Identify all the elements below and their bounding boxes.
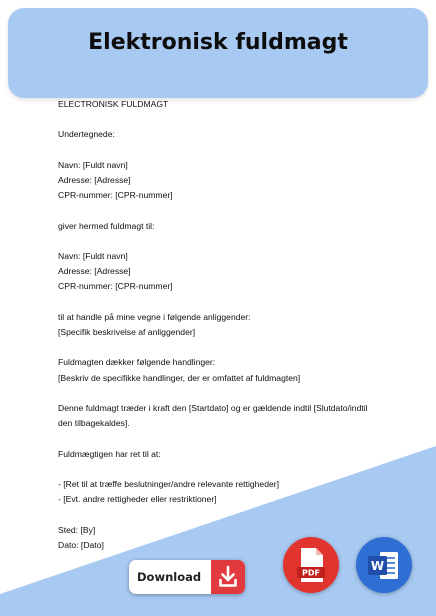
page-header <box>8 8 428 98</box>
word-download-button[interactable] <box>356 537 412 593</box>
word-file-icon <box>356 537 412 593</box>
download-icon <box>211 560 245 594</box>
document-line: Adresse: [Adresse] <box>58 174 131 185</box>
document-line: Fuldmægtigen har ret til at: <box>58 448 161 459</box>
document-line: Dato: [Dato] <box>58 539 104 550</box>
download-label: Download <box>137 570 202 584</box>
document-line: giver hermed fuldmagt til: <box>58 220 155 231</box>
document-line: Undertegnede: <box>58 129 115 140</box>
document-body <box>58 97 378 568</box>
document-line: - [Evt. andre rettigheder eller restriktioner] <box>58 494 217 505</box>
document-line: Navn: [Fuldt navn] <box>58 250 128 261</box>
document-paragraph <box>58 219 378 234</box>
document-line: Navn: [Fuldt navn] <box>58 159 128 170</box>
download-button[interactable] <box>129 560 245 594</box>
pdf-file-icon <box>283 537 339 593</box>
document-line: [Beskriv de specifikke handlinger, der er omfattet af fuldmagten] <box>58 372 301 383</box>
document-line: CPR-nummer: [CPR-nummer] <box>58 281 173 292</box>
document-line: Adresse: [Adresse] <box>58 266 131 277</box>
document-paragraph <box>58 477 378 507</box>
document-paragraph <box>58 447 378 462</box>
document-line: til at handle på mine vegne i følgende anliggender: <box>58 311 251 322</box>
document-line: CPR-nummer: [CPR-nummer] <box>58 190 173 201</box>
document-paragraph <box>58 401 378 431</box>
document-paragraph <box>58 310 378 340</box>
document-line: Fuldmagten dækker følgende handlinger: <box>58 357 216 368</box>
word-label: W <box>370 559 385 573</box>
document-paragraph <box>58 127 378 142</box>
document-paragraph <box>58 97 378 112</box>
document-line: Sted: [By] <box>58 524 96 535</box>
page-title: Elektronisk fuldmagt <box>88 30 348 55</box>
document-paragraph <box>58 355 378 385</box>
pdf-download-button[interactable] <box>283 537 339 593</box>
document-line: [Specifik beskrivelse af anliggender] <box>58 326 196 337</box>
document-paragraph <box>58 249 378 295</box>
pdf-label: PDF <box>302 568 320 578</box>
document-paragraph <box>58 158 378 204</box>
document-line: - [Ret til at træffe beslutninger/andre relevante rettigheder] <box>58 478 280 489</box>
document-line: Denne fuldmagt træder i kraft den [Startdato] og er gældende indtil [Slutdato/indtil den tilbagekaldes]. <box>58 402 368 429</box>
document-line: ELECTRONISK FULDMAGT <box>58 99 169 109</box>
